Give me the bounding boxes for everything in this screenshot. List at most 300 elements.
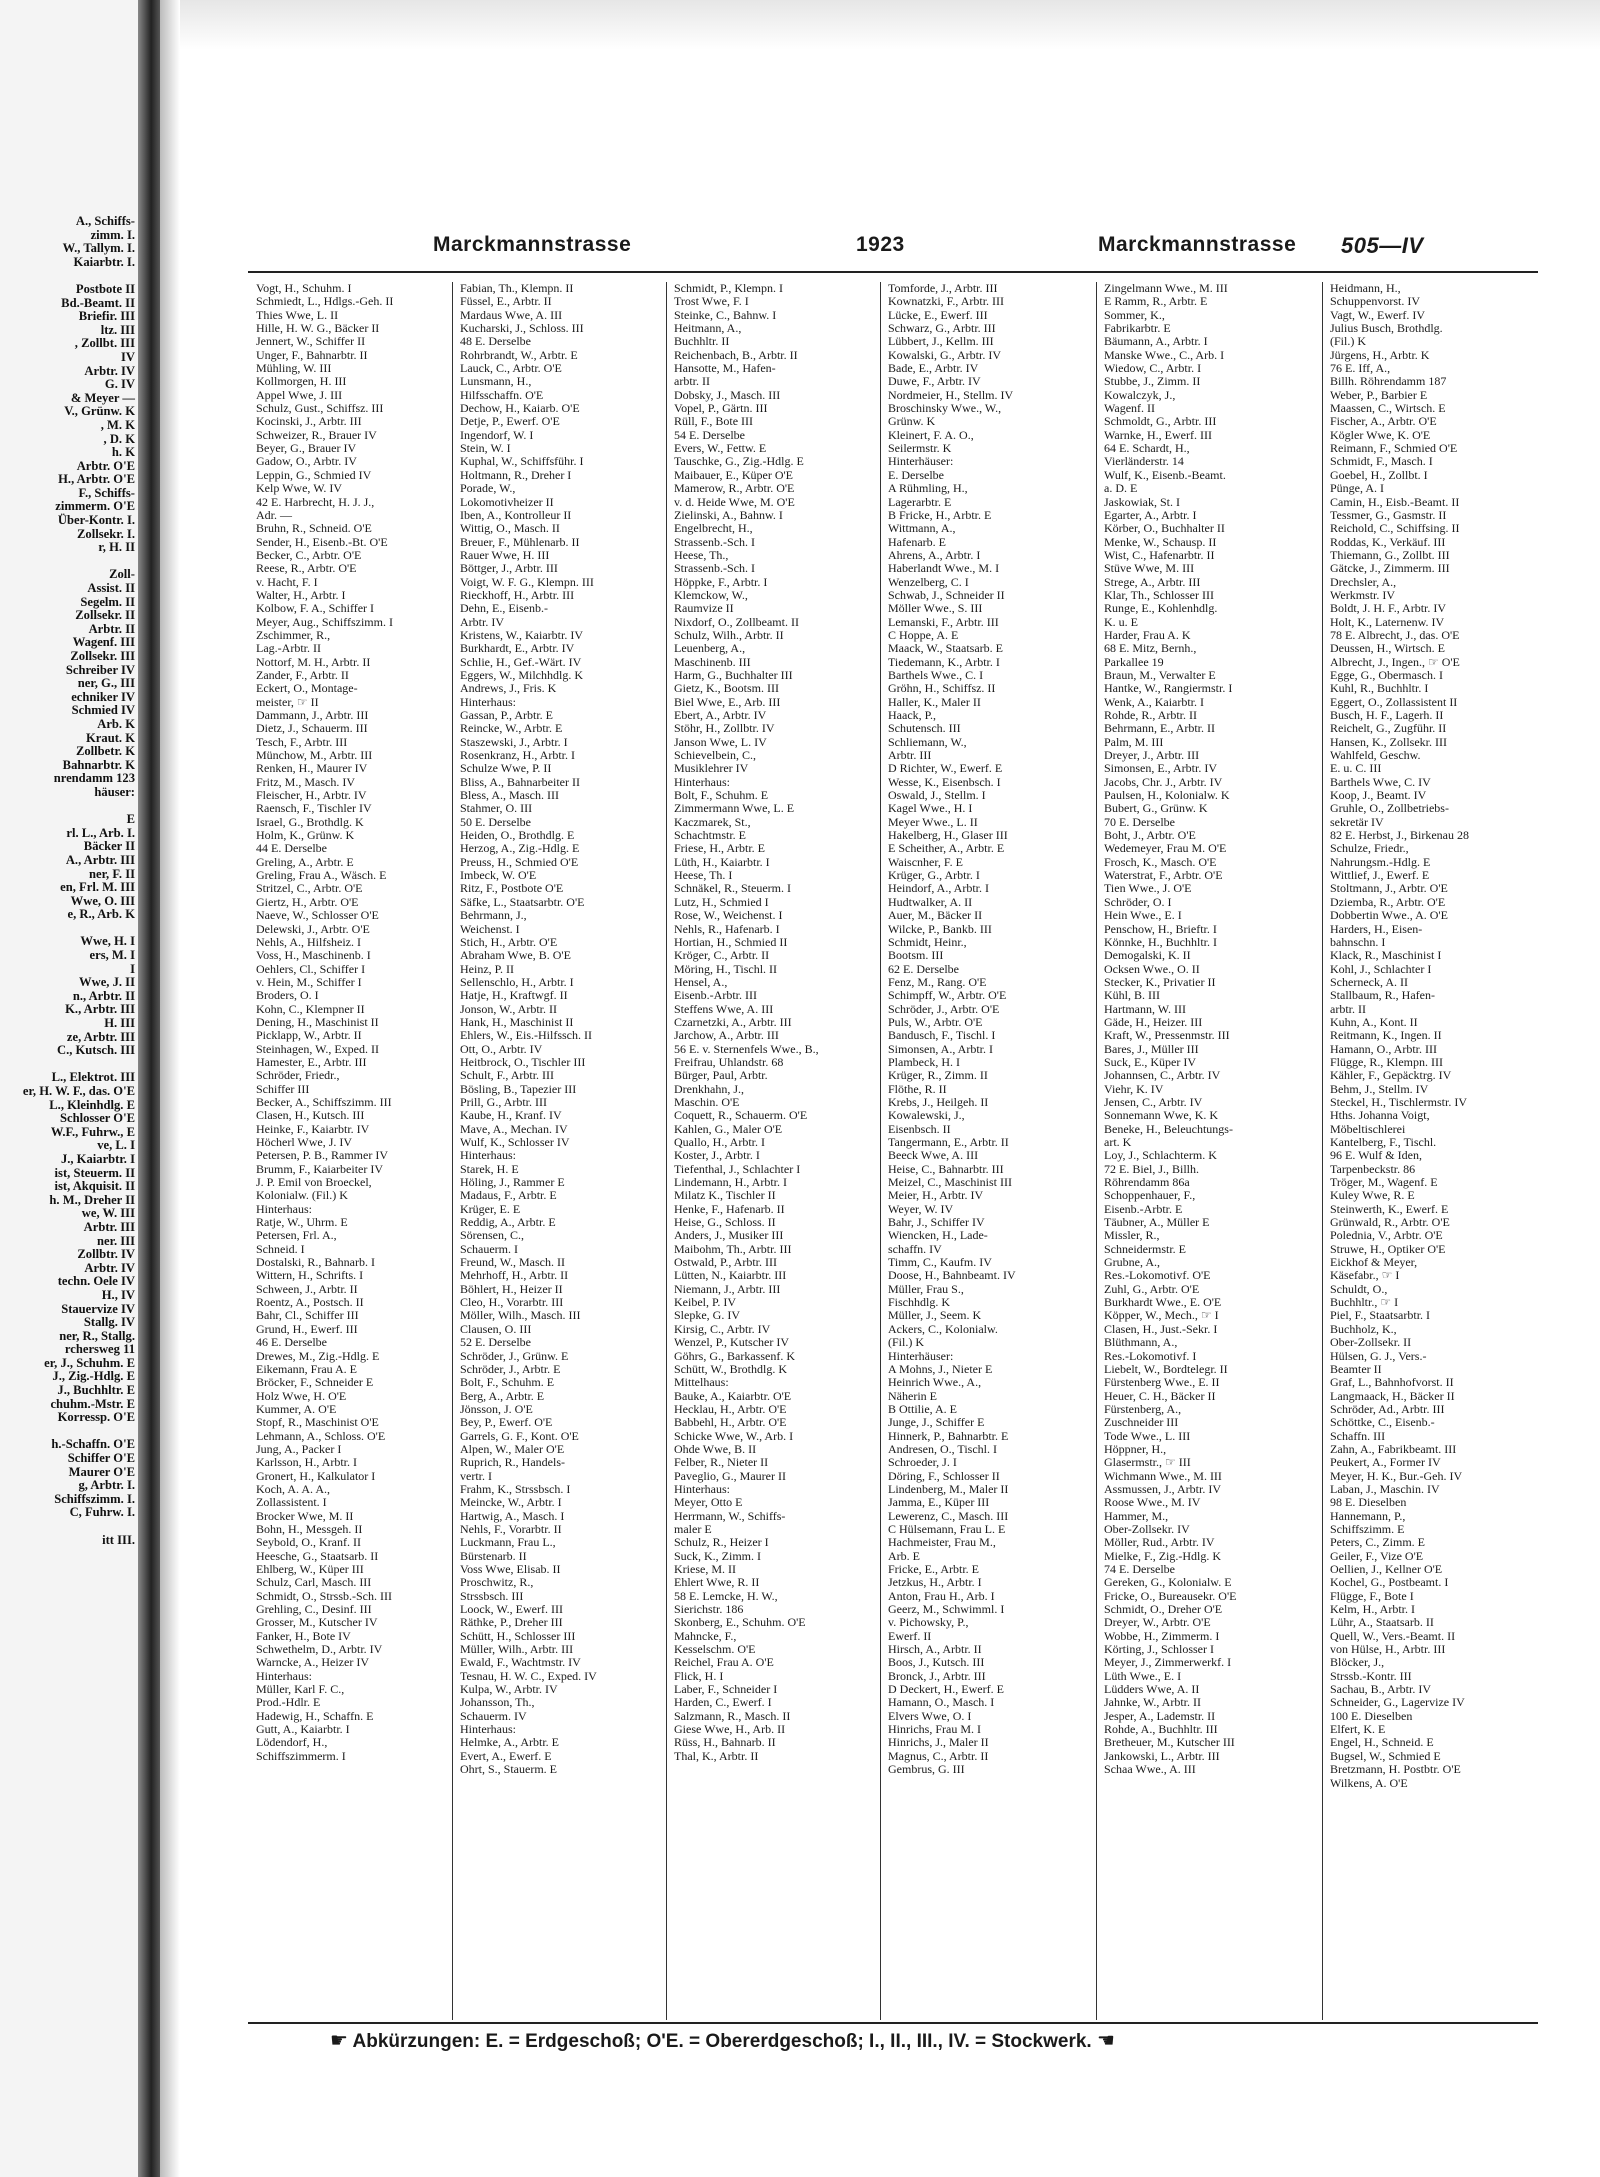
directory-entry: Wilcke, P., Bankb. III <box>888 922 992 936</box>
directory-entry: Gassan, P., Arbtr. E <box>460 709 553 722</box>
directory-entry: Schicke Wwe, W., Arb. I <box>674 1429 794 1443</box>
directory-entry: Luckmann, Frau L., <box>460 1536 556 1550</box>
directory-entry: Fischer, A., Arbtr. O'E <box>1330 415 1437 429</box>
directory-entry: Petersen, P. B., Rammer IV <box>256 1149 388 1163</box>
directory-entry: Lokomotivheizer II <box>460 495 554 509</box>
directory-entry: arbtr. II <box>1330 1002 1366 1016</box>
fragment-line: h.-Schaffn. O'E <box>51 1437 135 1452</box>
directory-entry: Dziemba, R., Arbtr. O'E <box>1330 895 1446 909</box>
directory-entry: Ebert, A., Arbtr. IV <box>674 709 767 722</box>
directory-entry: Dechow, H., Kaiarb. O'E <box>460 402 580 416</box>
directory-entry: Karlsson, H., Arbtr. I <box>256 1456 357 1470</box>
directory-entry: Jennert, W., Schiffer II <box>256 335 366 349</box>
directory-entry: Alpen, W., Maler O'E <box>460 1442 565 1456</box>
directory-entry: Kahlen, G., Maler O'E <box>674 1122 783 1136</box>
directory-entry: Fleischer, H., Arbtr. IV <box>256 789 367 803</box>
directory-entry: Säfke, L., Staatsarbtr. O'E <box>460 895 585 909</box>
directory-entry: Boos, J., Kutsch. III <box>888 1656 985 1670</box>
directory-entry: 72 E. Biel, J., Billh. <box>1104 1162 1200 1176</box>
directory-entry: Reichold, C., Schiffsing. II <box>1330 522 1460 536</box>
directory-entry: Weichenst. I <box>460 922 520 936</box>
directory-entry: Hille, H. W. G., Bäcker II <box>256 322 380 336</box>
directory-entry: Dietz, J., Schauerm. III <box>256 722 368 736</box>
directory-entry: Bugsel, W., Schmied E <box>1330 1749 1441 1763</box>
directory-entry: sekretär IV <box>1330 815 1384 829</box>
directory-entry: Lunsmann, H., <box>460 375 532 389</box>
directory-entry: Petersen, Frl. A., <box>256 1229 337 1243</box>
directory-entry: Buchhltr., ☞ I <box>1330 1296 1399 1310</box>
directory-entry: Krüger, E. E <box>460 1202 521 1216</box>
running-head-year: 1923 <box>856 233 905 256</box>
fragment-line: Schlosser O'E <box>60 1111 135 1126</box>
directory-entry: Evers, W., Fettw. E <box>674 442 767 456</box>
directory-entry: Böttger, J., Arbtr. III <box>460 562 558 576</box>
directory-entry: 48 E. Derselbe <box>460 335 531 349</box>
directory-entry: Mielke, F., Zig.-Hdlg. K <box>1104 1549 1222 1563</box>
directory-entry: Laban, J., Maschin. IV <box>1330 1482 1440 1496</box>
directory-entry: 100 E. Dieselben <box>1330 1709 1413 1723</box>
directory-entry: Trost Wwe, F. I <box>674 295 749 309</box>
directory-entry: Hannemann, P., <box>1330 1509 1406 1523</box>
directory-entry: Seilermstr. K <box>888 442 952 456</box>
directory-entry: Hammer, M., <box>1104 1509 1169 1523</box>
directory-entry: Gäde, H., Heizer. III <box>1104 1015 1203 1029</box>
directory-entry: Delewski, J., Arbtr. O'E <box>256 922 370 936</box>
directory-entry: Stritzel, C., Arbtr. O'E <box>256 882 363 896</box>
column-divider <box>452 282 453 2020</box>
directory-entry: Haack, P., <box>888 709 936 722</box>
directory-entry: Wobbe, H., Zimmerm. I <box>1104 1629 1220 1643</box>
directory-entry: Eisenbsch. II <box>888 1122 951 1136</box>
directory-entry: Babbehl, H., Arbtr. O'E <box>674 1416 787 1430</box>
directory-entry: Dehn, E., Eisenb.- <box>460 602 548 616</box>
fragment-line: J., Kaiarbtr. I <box>60 1151 135 1166</box>
fragment-line: G. IV <box>104 377 135 392</box>
directory-entry: Imbeck, W. O'E <box>460 869 537 883</box>
fragment-line <box>0 555 135 569</box>
directory-entry: Hartmann, W. III <box>1104 1002 1186 1016</box>
directory-entry: Zimmermann Wwe, L. E <box>674 802 795 816</box>
directory-entry: Jankowski, L., Arbtr. III <box>1104 1749 1220 1763</box>
directory-entry: Gröhn, H., Schiffsz. II <box>888 682 996 696</box>
fragment-line: K., Arbtr. III <box>65 1002 135 1017</box>
directory-entry: Käsefabr., ☞ I <box>1330 1269 1400 1283</box>
fragment-line: L., Kleinhdlg. E <box>49 1097 135 1112</box>
fragment-line: Zollbetr. K <box>75 744 135 759</box>
directory-entry: Haller, K., Maler II <box>888 695 981 709</box>
directory-entry: Strssb.-Kontr. III <box>1330 1669 1412 1683</box>
directory-entry: Musiklehrer IV <box>674 762 749 776</box>
directory-entry: Jacobs, Chr. J., Arbtr. IV <box>1104 775 1223 789</box>
fragment-line: H., Arbtr. O'E <box>58 472 135 487</box>
directory-entry: Wulf, K., Eisenb.-Beamt. <box>1104 468 1226 482</box>
directory-entry: Maschinenb. III <box>674 655 751 669</box>
directory-entry: Fürstenberg Wwe., E. II <box>1104 1376 1220 1390</box>
directory-entry: Suck, K., Zimm. I <box>674 1549 761 1563</box>
directory-entry: Bretheuer, M., Kutscher III <box>1104 1736 1235 1750</box>
directory-entry: Müller, J., Seem. K <box>888 1309 982 1323</box>
directory-entry: 74 E. Derselbe <box>1104 1563 1175 1576</box>
directory-entry: Blöcker, J., <box>1330 1656 1385 1670</box>
directory-entry: Drechsler, A., <box>1330 575 1397 589</box>
directory-entry: 56 E. v. Sternenfels Wwe., B., <box>674 1042 819 1056</box>
directory-entry: Bahr, J., Schiffer IV <box>888 1216 985 1230</box>
directory-entry: Laber, F., Schneider I <box>674 1683 778 1697</box>
directory-entry: Schutensch. III <box>888 722 961 736</box>
directory-entry: Heitmann, A., <box>674 322 742 336</box>
fragment-line: techn. Oele IV <box>57 1274 135 1289</box>
fragment-line: L., Elektrot. III <box>51 1070 135 1085</box>
directory-entry: Kummer, A. O'E <box>256 1402 337 1416</box>
directory-entry: Stubbe, J., Zimm. II <box>1104 375 1201 389</box>
directory-entry: Peukert, A., Former IV <box>1330 1456 1441 1470</box>
directory-entry: Schauerm. IV <box>460 1709 527 1723</box>
fragment-line: Wwe, O. III <box>70 893 135 908</box>
fragment-line: C, Fuhrw. I. <box>69 1505 135 1520</box>
directory-entry: Hansen, K., Zollsekr. III <box>1330 735 1447 749</box>
directory-entry: Mardaus Wwe, A. III <box>460 308 563 322</box>
directory-entry: Schröder, J., Arbtr. E <box>460 1362 561 1376</box>
directory-entry: Abraham Wwe, B. O'E <box>460 949 571 963</box>
fragment-line: V., Grünw. K <box>64 404 135 419</box>
directory-entry: Lücke, E., Ewerf. III <box>888 308 988 322</box>
directory-entry: Paveglio, G., Maurer II <box>674 1469 786 1483</box>
directory-entry: Hein Wwe., E. I <box>1104 909 1182 923</box>
directory-entry: Piel, F., Staatsarbtr. I <box>1330 1309 1431 1323</box>
directory-entry: Rosenkranz, H., Arbtr. I <box>460 749 575 763</box>
directory-entry: Barthels Wwe., C. I <box>888 668 984 682</box>
directory-entry: Kraft, W., Pressenmstr. III <box>1104 1029 1230 1043</box>
directory-entry: Nehls, R., Hafenarb. I <box>674 922 780 936</box>
directory-entry: Hirsch, A., Arbtr. II <box>888 1643 982 1657</box>
directory-entry: Lüth, H., Kaiarbtr. I <box>674 855 770 869</box>
directory-entry: Adr. — <box>256 508 292 522</box>
directory-entry: Drenkhahn, J., <box>674 1082 744 1096</box>
directory-entry: Gadow, O., Arbtr. IV <box>256 455 357 469</box>
directory-entry: Reichelt, G., Zugführ. II <box>1330 722 1447 736</box>
directory-entry: Strssbsch. III <box>460 1589 524 1603</box>
directory-entry: Strege, A., Arbtr. III <box>1104 575 1201 589</box>
gutter-shadow <box>160 0 180 2177</box>
directory-entry: Schaa Wwe., A. III <box>1104 1763 1196 1777</box>
directory-column-2 <box>460 282 660 2020</box>
fragment-line: rl. L., Arb. I. <box>66 825 135 840</box>
directory-entry: Stoltmann, J., Arbtr. O'E <box>1330 882 1448 896</box>
directory-entry: Kowalewski, J., <box>888 1109 965 1123</box>
fragment-line: zimm. I. <box>90 227 135 242</box>
directory-entry: E. u. C. III <box>1330 762 1382 776</box>
directory-entry: Schliemann, W., <box>888 735 967 749</box>
directory-entry: Roose Wwe., M. IV <box>1104 1496 1201 1510</box>
directory-entry: Nixdorf, O., Zollbeamt. II <box>674 615 799 629</box>
directory-entry: Clasen, H., Kutsch. III <box>256 1109 365 1123</box>
directory-entry: Sonnemann Wwe, K. K <box>1104 1109 1219 1123</box>
directory-entry: Res.-Lokomotivf. O'E <box>1104 1269 1211 1283</box>
fragment-line: Schiffer O'E <box>67 1451 135 1466</box>
directory-entry: Bolt, F., Schuhm. E <box>674 789 769 803</box>
fragment-line: , Zollbt. III <box>74 336 135 351</box>
directory-entry: Beneke, H., Beleuchtungs- <box>1104 1122 1233 1136</box>
directory-entry: Koop, J., Beamt. IV <box>1330 789 1427 803</box>
directory-entry: Schneid. I <box>256 1242 305 1256</box>
directory-entry: Meyer, Aug., Schiffszimm. I <box>256 615 393 629</box>
directory-entry: Heitbrock, O., Tischler III <box>460 1055 586 1069</box>
fragment-line: Wwe, H. I <box>80 934 135 949</box>
directory-entry: Klemckow, W., <box>674 588 748 602</box>
directory-entry: Höling, J., Rammer E <box>460 1176 565 1190</box>
fragment-line: Stallg. IV <box>83 1315 135 1330</box>
directory-entry: Zuschneider III <box>1104 1416 1179 1430</box>
directory-entry: Henke, F., Hafenarb. II <box>674 1202 785 1216</box>
directory-entry: Demogalski, K. II <box>1104 949 1191 963</box>
directory-entry: Janson Wwe, L. IV <box>674 735 767 749</box>
directory-entry: Ahrens, A., Arbtr. I <box>888 548 981 562</box>
directory-entry: Ehlert Wwe, R. II <box>674 1576 760 1590</box>
directory-entry: Loock, W., Ewerf. III <box>460 1603 563 1617</box>
directory-entry: Täubner, A., Müller E <box>1104 1216 1210 1230</box>
column-divider <box>666 282 667 2020</box>
directory-entry: Thies Wwe, L. II <box>256 308 339 322</box>
directory-entry: Kohl, J., Schlachter I <box>1330 962 1432 976</box>
directory-entry: Ehlberg, W., Küper III <box>256 1563 364 1576</box>
directory-entry: Rüss, H., Bahnarb. II <box>674 1736 776 1750</box>
directory-entry: Kirsig, C., Arbtr. IV <box>674 1322 771 1336</box>
directory-entry: Köpper, W., Mech., ☞ I <box>1104 1309 1219 1323</box>
directory-entry: Warncke, A., Heizer IV <box>256 1656 369 1670</box>
directory-entry: Oswald, J., Stellm. I <box>888 789 986 803</box>
directory-entry: Schneider, G., Lagervize IV <box>1330 1696 1465 1710</box>
directory-entry: Jarchow, A., Arbtr. III <box>674 1029 779 1043</box>
directory-entry: Zollassistent. I <box>256 1496 327 1510</box>
directory-entry: Voss Wwe, Elisab. II <box>460 1563 561 1576</box>
directory-entry: Niemann, J., Arbtr. III <box>674 1282 781 1296</box>
directory-entry: Viehr, K. IV <box>1104 1082 1164 1096</box>
directory-entry: Grehling, C., Desinf. III <box>256 1603 372 1617</box>
directory-entry: Tiefenthal, J., Schlachter I <box>674 1162 801 1176</box>
directory-entry: Arbtr. IV <box>460 615 504 629</box>
directory-entry: Fenz, M., Rang. O'E <box>888 975 987 989</box>
directory-entry: Krebs, J., Heilgeh. II <box>888 1095 989 1109</box>
directory-entry: Naeve, W., Schlosser O'E <box>256 909 379 923</box>
directory-entry: Wenzelberg, C. I <box>888 575 969 589</box>
directory-entry: Milatz K., Tischler II <box>674 1189 776 1203</box>
directory-entry: Müller, Karl F. C., <box>256 1683 345 1697</box>
directory-entry: Vopel, P., Gärtn. III <box>674 402 768 416</box>
directory-entry: Kelm, H., Arbtr. I <box>1330 1603 1415 1617</box>
directory-entry: Eikemann, Frau A. E <box>256 1362 357 1376</box>
directory-entry: Kesselschm. O'E <box>674 1643 756 1657</box>
directory-entry: Bless, A., Masch. III <box>460 789 559 803</box>
directory-entry: Stahmer, O. III <box>460 802 533 816</box>
directory-entry: Körting, J., Schlosser I <box>1104 1643 1214 1657</box>
directory-entry: Schroeder, J. I <box>888 1456 957 1470</box>
directory-entry: Reichenbach, B., Arbtr. II <box>674 348 798 362</box>
directory-entry: Fricke, E., Arbtr. E <box>888 1563 979 1576</box>
directory-entry: 96 E. Wulf & Iden, <box>1330 1149 1422 1163</box>
directory-entry: Holz Wwe, H. O'E <box>256 1389 347 1403</box>
fragment-line: Wwe, J. II <box>79 975 135 990</box>
directory-entry: Tiedemann, K., Arbtr. I <box>888 655 1000 669</box>
directory-entry: Sommer, K., <box>1104 308 1165 322</box>
directory-entry: Kucharski, J., Schloss. III <box>460 322 584 336</box>
directory-entry: Schaffn. III <box>1330 1429 1386 1443</box>
directory-entry: Coquett, R., Schauerm. O'E <box>674 1109 808 1123</box>
directory-column-1 <box>256 282 446 2020</box>
directory-entry: Sellenschlo, H., Arbtr. I <box>460 975 574 989</box>
directory-column-4 <box>888 282 1092 2020</box>
fragment-line: echniker IV <box>71 689 135 704</box>
directory-entry: Preuss, H., Schmied O'E <box>460 855 579 869</box>
directory-entry: Wedemeyer, Frau M. O'E <box>1104 842 1227 856</box>
directory-entry: Schmoldt, G., Arbtr. III <box>1104 415 1217 429</box>
fragment-line: J., Buchhltr. E <box>57 1383 135 1398</box>
directory-entry: Roddas, K., Verkäuf. III <box>1330 535 1446 549</box>
directory-entry: Struwe, H., Optiker O'E <box>1330 1242 1446 1256</box>
fragment-line: er, J., Schuhm. E <box>44 1355 135 1370</box>
directory-entry: Lübbert, J., Kellm. III <box>888 335 994 349</box>
directory-entry: E Scheither, A., Arbtr. E <box>888 842 1005 856</box>
directory-entry: 78 E. Albrecht, J., das. O'E <box>1330 628 1460 642</box>
directory-entry: Behm, J., Stellm. IV <box>1330 1082 1429 1096</box>
directory-entry: Schütt, W., Brothdlg. K <box>674 1362 788 1376</box>
directory-entry: Krüger, R., Zimm. II <box>888 1069 988 1083</box>
directory-entry: Reichel, Frau A. O'E <box>674 1656 774 1670</box>
directory-entry: Fürstenberg, A., <box>1104 1402 1182 1416</box>
directory-entry: Fabrikarbtr. E <box>1104 322 1171 336</box>
directory-entry: Reitmann, K., Ingen. II <box>1330 1029 1442 1043</box>
directory-entry: Braun, M., Verwalter E <box>1104 668 1216 682</box>
directory-entry: Flügge, F., Bote I <box>1330 1589 1414 1603</box>
directory-entry: Oehlers, Cl., Schiffer I <box>256 962 366 976</box>
directory-entry: Raumvize II <box>674 602 734 616</box>
directory-entry: Tessmer, G., Gasmstr. II <box>1330 508 1447 522</box>
directory-entry: Heidmann, H., <box>1330 282 1401 295</box>
fragment-line: ner. III <box>96 1233 135 1248</box>
directory-entry: Gronert, H., Kalkulator I <box>256 1469 376 1483</box>
directory-entry: Holt, K., Laternenw. IV <box>1330 615 1445 629</box>
directory-entry: Hachmeister, Frau M., <box>888 1536 996 1550</box>
directory-entry: Detje, P., Ewerf. O'E <box>460 415 560 429</box>
directory-column-6 <box>1330 282 1538 2020</box>
directory-entry: Ewald, F., Wachtmstr. IV <box>460 1656 581 1670</box>
abbreviation-legend <box>330 2028 1480 2058</box>
directory-entry: Müller, Frau S., <box>888 1282 964 1296</box>
directory-entry: Jaskowiak, St. I <box>1104 495 1180 509</box>
directory-entry: Sörensen, C., <box>460 1229 524 1243</box>
directory-entry: Beyer, G., Brauer IV <box>256 442 357 456</box>
directory-entry: Möller, Wilh., Masch. III <box>460 1309 581 1323</box>
directory-entry: Geiler, F., Vize O'E <box>1330 1549 1424 1563</box>
directory-entry: Mühling, W. III <box>256 362 332 376</box>
directory-entry: Hinterhaus: <box>256 1669 312 1683</box>
directory-entry: Ober-Zollsekr. II <box>1330 1336 1412 1350</box>
directory-entry: Gutt, A., Kaiarbtr. I <box>256 1723 350 1737</box>
fragment-line: Schmied IV <box>71 703 135 718</box>
directory-entry: Schulze Wwe, P. II <box>460 762 552 776</box>
directory-entry: Bolt, F., Schuhm. E <box>460 1376 555 1390</box>
directory-entry: Elfert, K. E <box>1330 1723 1386 1737</box>
directory-entry: Schiffszimm. E <box>1330 1522 1405 1536</box>
directory-entry: meister, ☞ II <box>256 695 319 709</box>
column-divider <box>880 282 881 2020</box>
directory-entry: Waiscnher, F. E <box>888 855 963 869</box>
directory-entry: Eickhof & Meyer, <box>1330 1256 1418 1270</box>
directory-entry: Peters, C., Zimm. E <box>1330 1536 1425 1550</box>
directory-entry: Hantke, W., Rangiermstr. I <box>1104 682 1233 696</box>
directory-entry: Simonsen, E., Arbtr. IV <box>1104 762 1217 776</box>
directory-entry: Tangermann, E., Arbtr. II <box>888 1136 1009 1149</box>
directory-entry: 52 E. Derselbe <box>460 1336 531 1350</box>
directory-entry: Zuhl, G., Arbtr. O'E <box>1104 1282 1200 1296</box>
fragment-line: e, R., Arb. K <box>67 907 135 922</box>
directory-entry: Ocksen Wwe., O. II <box>1104 962 1200 976</box>
directory-entry: Jesper, A., Lademstr. II <box>1104 1709 1216 1723</box>
fragment-line: ers, M. I <box>89 948 135 963</box>
directory-entry: E Ramm, R., Arbtr. E <box>1104 295 1208 309</box>
directory-entry: Nehls, F., Vorarbtr. II <box>460 1522 562 1536</box>
directory-entry: Heuer, C. H., Bäcker II <box>1104 1389 1216 1403</box>
fragment-line <box>0 922 135 936</box>
directory-entry: Wenk, A., Kaiarbtr. I <box>1104 695 1205 709</box>
fragment-line: ner, R., Stallg. <box>59 1328 135 1343</box>
directory-entry: Rose, W., Weichenst. I <box>674 909 783 923</box>
directory-entry: Lehmann, A., Schloss. O'E <box>256 1429 386 1443</box>
directory-entry: Maibohm, Th., Arbtr. III <box>674 1242 792 1256</box>
directory-entry: Tien Wwe., J. O'E <box>1104 882 1192 896</box>
directory-entry: Schröder, J., Arbtr. O'E <box>888 1002 1000 1016</box>
directory-entry: Hinterhäuser: <box>888 455 954 469</box>
fragment-line: chuhm.-Mstr. E <box>50 1396 135 1411</box>
directory-entry: Zielinski, A., Bahnw. I <box>674 508 783 522</box>
directory-entry: Maack, W., Staatsarb. E <box>888 642 1003 656</box>
fragment-line: Briefir. III <box>78 309 135 324</box>
directory-entry: Schiffer III <box>256 1082 310 1096</box>
directory-entry: Wenzel, P., Kutscher IV <box>674 1336 790 1350</box>
header-rule <box>248 271 1538 273</box>
directory-entry: Bootsm. III <box>888 949 944 963</box>
directory-entry: Nordmeier, H., Stellm. IV <box>888 388 1014 402</box>
directory-entry: Kelp Wwe, W. IV <box>256 482 343 496</box>
abbreviation-legend-text: Abkürzungen: E. = Erdgeschoß; O'E. = Obererdgeschoß; I., II., III., IV. = Stockwerk. <box>352 2031 1092 2052</box>
column-divider <box>1322 282 1323 2020</box>
directory-entry: Steinwerth, K., Ewerf. E <box>1330 1202 1449 1216</box>
directory-entry: Bröcker, F., Schneider E <box>256 1376 374 1390</box>
directory-entry: Vierländerstr. 14 <box>1104 455 1184 469</box>
directory-entry: Tode Wwe., L. III <box>1104 1429 1191 1443</box>
page-header <box>248 233 1538 267</box>
fragment-line: Wagenf. III <box>72 635 135 650</box>
directory-entry: 54 E. Derselbe <box>674 428 745 442</box>
fragment-line: IV <box>121 349 135 364</box>
directory-entry: Schütt, H., Schlosser III <box>460 1629 576 1643</box>
directory-entry: Suck, E., Küper IV <box>1104 1055 1196 1069</box>
adjacent-page-fragment <box>0 0 163 2177</box>
directory-entry: Berg, A., Arbtr. E <box>460 1389 545 1403</box>
directory-entry: Bahr, Cl., Schiffer III <box>256 1309 359 1323</box>
directory-entry: Leuenberg, A., <box>674 642 746 656</box>
directory-entry: Mittelhaus: <box>674 1376 729 1390</box>
directory-entry: Ohrt, S., Stauerm. E <box>460 1763 557 1777</box>
fragment-line: Assist. II <box>87 581 135 596</box>
directory-entry: Fritz, M., Masch. IV <box>256 775 355 789</box>
directory-entry: Bauke, A., Kaiarbtr. O'E <box>674 1389 792 1403</box>
fragment-line: J., Zig.-Hdlg. E <box>52 1369 135 1384</box>
directory-entry: Lindemann, H., Arbtr. I <box>674 1176 787 1190</box>
directory-entry: Schmidt, O., Strssb.-Sch. III <box>256 1589 392 1603</box>
directory-entry: Doose, H., Bahnbeamt. IV <box>888 1269 1016 1283</box>
directory-entry: Hinterhaus: <box>256 1202 312 1216</box>
fragment-line: W., Tallym. I. <box>62 241 135 256</box>
